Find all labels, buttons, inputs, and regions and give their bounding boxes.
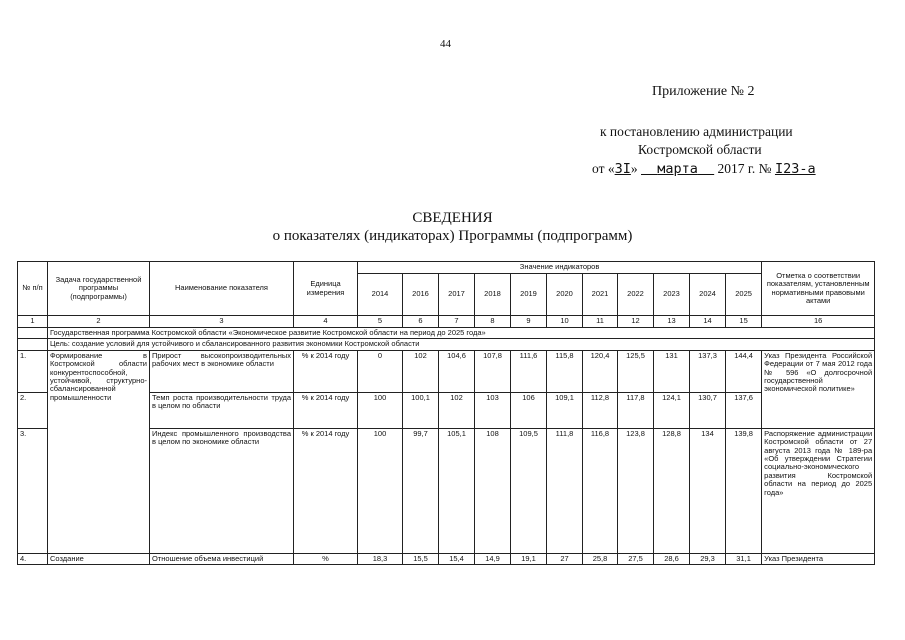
value-cell: 103 (475, 392, 511, 428)
value-cell: 144,4 (726, 350, 762, 392)
empty-cell (18, 328, 48, 339)
decree-day: 3I (614, 161, 631, 177)
column-number: 6 (403, 316, 439, 328)
value-cell: 28,6 (654, 553, 690, 564)
value-cell: 0 (358, 350, 403, 392)
value-cell: 15,4 (439, 553, 475, 564)
appendix-date-line (592, 161, 816, 177)
value-cell: 102 (439, 392, 475, 428)
decree-year: 2017 г. № (717, 161, 772, 176)
page-number: 44 (440, 38, 451, 50)
table-row (18, 553, 875, 564)
decree-number: I23-а (774, 161, 816, 177)
task-cell: Формирование в Костромской области конкурентоспособной, устойчивой, структурно-сбалансированной промышленности (48, 350, 150, 553)
value-cell: 106 (511, 392, 547, 428)
column-number: 12 (618, 316, 654, 328)
value-cell: 107,8 (475, 350, 511, 392)
header-year: 2021 (583, 274, 618, 316)
value-cell: 15,5 (403, 553, 439, 564)
header-acts: Отметка о соответствии показателям, установленным нормативными правовыми актами (762, 262, 875, 316)
value-cell: 120,4 (583, 350, 618, 392)
value-cell: 104,6 (439, 350, 475, 392)
document-subtitle: о показателях (индикаторах) Программы (подпрограмм) (272, 228, 633, 244)
column-number: 4 (294, 316, 358, 328)
value-cell: 125,5 (618, 350, 654, 392)
date-prefix: от « (592, 161, 615, 176)
header-year: 2014 (358, 274, 403, 316)
header-values-group: Значение индикаторов (358, 262, 762, 274)
empty-cell (18, 339, 48, 350)
row-num: 2. (18, 392, 48, 428)
indicators-table (17, 261, 875, 565)
column-number: 13 (654, 316, 690, 328)
unit-cell: % к 2014 году (294, 350, 358, 392)
header-year: 2019 (511, 274, 547, 316)
value-cell: 102 (403, 350, 439, 392)
value-cell: 131 (654, 350, 690, 392)
indicator-name: Прирост высокопроизводительных рабочих мест в экономике области (150, 350, 294, 392)
header-year: 2023 (654, 274, 690, 316)
value-cell: 139,8 (726, 428, 762, 553)
column-number: 15 (726, 316, 762, 328)
decree-month: марта (657, 161, 698, 177)
header-year: 2024 (690, 274, 726, 316)
goal-row: Цель: создание условий для устойчивого и сбалансированного развития экономики Костромской области (48, 339, 875, 350)
header-year: 2025 (726, 274, 762, 316)
header-year: 2018 (475, 274, 511, 316)
value-cell: 105,1 (439, 428, 475, 553)
date-mid: » (630, 161, 638, 176)
unit-cell: % (294, 553, 358, 564)
row-num: 1. (18, 350, 48, 392)
header-year: 2016 (403, 274, 439, 316)
value-cell: 14,9 (475, 553, 511, 564)
value-cell: 112,8 (583, 392, 618, 428)
value-cell: 137,6 (726, 392, 762, 428)
act-cell: Указ Президента Российской Федерации от 7 мая 2012 года № 596 «О долгосрочной государственной экономической политике» (762, 350, 875, 428)
column-number: 3 (150, 316, 294, 328)
value-cell: 31,1 (726, 553, 762, 564)
unit-cell: % к 2014 году (294, 428, 358, 553)
unit-cell: % к 2014 году (294, 392, 358, 428)
column-number: 2 (48, 316, 150, 328)
value-cell: 19,1 (511, 553, 547, 564)
value-cell: 99,7 (403, 428, 439, 553)
value-cell: 100 (358, 392, 403, 428)
appendix-line-2: Костромской области (638, 142, 762, 157)
value-cell: 18,3 (358, 553, 403, 564)
column-number: 16 (762, 316, 875, 328)
value-cell: 111,8 (547, 428, 583, 553)
appendix-line-1: к постановлению администрации (600, 124, 793, 139)
value-cell: 100 (358, 428, 403, 553)
task-cell: Создание (48, 553, 150, 564)
column-number: 5 (358, 316, 403, 328)
value-cell: 109,5 (511, 428, 547, 553)
document-title: СВЕДЕНИЯ (412, 210, 493, 226)
value-cell: 29,3 (690, 553, 726, 564)
value-cell: 100,1 (403, 392, 439, 428)
value-cell: 25,8 (583, 553, 618, 564)
header-num: № п/п (18, 262, 48, 316)
column-number-row (18, 316, 875, 328)
column-number: 11 (583, 316, 618, 328)
indicator-name: Отношение объема инвестиций (150, 553, 294, 564)
value-cell: 111,6 (511, 350, 547, 392)
header-unit: Единица измерения (294, 262, 358, 316)
value-cell: 123,8 (618, 428, 654, 553)
value-cell: 130,7 (690, 392, 726, 428)
header-year: 2017 (439, 274, 475, 316)
appendix-title: Приложение № 2 (652, 84, 755, 99)
value-cell: 128,8 (654, 428, 690, 553)
row-num: 4. (18, 553, 48, 564)
value-cell: 27,5 (618, 553, 654, 564)
indicator-name: Темп роста производительности труда в целом по области (150, 392, 294, 428)
header-year: 2022 (618, 274, 654, 316)
value-cell: 115,8 (547, 350, 583, 392)
header-indicator: Наименование показателя (150, 262, 294, 316)
header-task: Задача государственной программы (подпрограммы) (48, 262, 150, 316)
value-cell: 109,1 (547, 392, 583, 428)
column-number: 10 (547, 316, 583, 328)
act-cell: Распоряжение администрации Костромской области от 27 августа 2013 года № 189-ра «Об утверждении Стратегии социально-экономического развития Костромской области на период до 2025 года» (762, 428, 875, 553)
column-number: 14 (690, 316, 726, 328)
value-cell: 134 (690, 428, 726, 553)
column-number: 9 (511, 316, 547, 328)
column-number: 1 (18, 316, 48, 328)
value-cell: 117,8 (618, 392, 654, 428)
value-cell: 124,1 (654, 392, 690, 428)
column-number: 7 (439, 316, 475, 328)
table-row (18, 350, 875, 392)
column-number: 8 (475, 316, 511, 328)
header-year: 2020 (547, 274, 583, 316)
value-cell: 27 (547, 553, 583, 564)
value-cell: 108 (475, 428, 511, 553)
row-num: 3. (18, 428, 48, 553)
indicator-name: Индекс промышленного производства в целом по экономике области (150, 428, 294, 553)
act-cell: Указ Президента (762, 553, 875, 564)
program-row: Государственная программа Костромской области «Экономическое развитие Костромской области на период до 2025 года» (48, 328, 875, 339)
value-cell: 137,3 (690, 350, 726, 392)
value-cell: 116,8 (583, 428, 618, 553)
